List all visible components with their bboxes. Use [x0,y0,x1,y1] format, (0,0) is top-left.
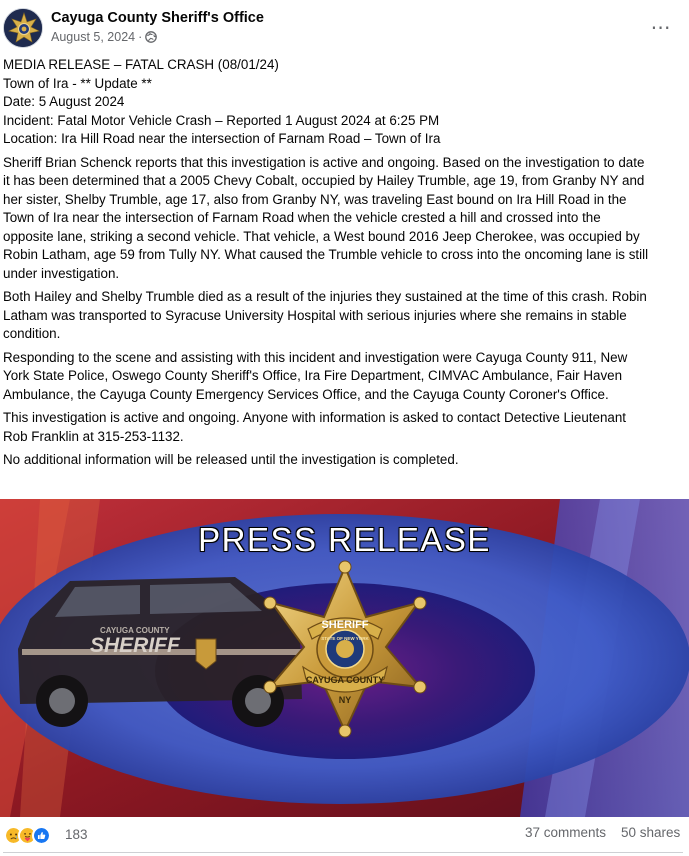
post-date[interactable]: August 5, 2024 [51,30,136,44]
text-line: opposite lane, striking a second vehicle. That vehicle, a West bound 2016 Jeep Cherokee, was occupied by [3,228,640,244]
text-line: York State Police, Oswego County Sheriff's Office, Ira Fire Department, CIMVAC Ambulance, Fair Haven [3,368,623,383]
press-release-image[interactable] [0,499,689,817]
text-line: Town of Ira - ** Update ** [3,75,152,91]
badge-sheriff-text: SHERIFF [321,619,369,631]
text-line: Robin Latham, age 59 from Tully NY. What caused the Trumble vehicle to cross into the oncoming lane is still [3,247,649,262]
text-line: condition. [3,326,61,341]
text-line: No additional information will be released until the investigation is completed. [3,452,459,467]
paragraph-1 [3,154,683,284]
car-county-text: CAYUGA COUNTY [100,626,170,635]
text-line: Incident: Fatal Motor Vehicle Crash – Reported 1 August 2024 at 6:25 PM [3,112,440,128]
text-line: Location: Ira Hill Road near the intersection of Farnam Road – Town of Ira [3,131,441,146]
text-line: it has been determined that a 2005 Chevy Cobalt, occupied by Hailey Trumble, age 19, from Granby NY and [3,173,645,188]
badge-state-text: STATE OF NEW YORK [321,636,369,641]
text-line: Sheriff Brian Schenck reports that this investigation is active and ongoing. Based on the investigation to date [3,154,645,170]
post-text [3,56,683,470]
shares-link[interactable]: 50 shares [621,825,681,840]
comments-link[interactable]: 37 comments [525,825,607,840]
reaction-icons[interactable] [4,826,46,845]
post-header-block [3,56,683,149]
text-line: her sister, Shelby Trumble, age 17, also from Granby NY, was traveling East bound on Ira Hill Road in the [3,191,627,207]
badge-county-text: CAYUGA COUNTY [305,675,385,685]
paragraph-3 [3,349,683,405]
paragraph-4 [3,409,683,446]
meta-separator: · [138,30,143,44]
globe-icon[interactable] [145,31,157,43]
badge-ny-text: NY [338,695,352,705]
sheriff-star-icon [4,9,43,48]
more-options-button[interactable]: ⋯ [644,14,678,40]
post-footer [0,817,689,856]
car-sheriff-text: SHERIFF [90,634,180,657]
text-line: Rob Franklin at 315-253-1132. [3,428,184,444]
page-name[interactable]: Cayuga County Sheriff's Office [51,10,264,26]
text-line: Ambulance, the Cayuga County Emergency Services Office, and the Cayuga County Coroner's Office. [3,386,609,402]
paragraph-2 [3,288,683,344]
text-line: This investigation is active and ongoing. Anyone with information is asked to contact Detective Lieutenant [3,410,627,425]
reaction-count[interactable]: 183 [65,827,88,842]
text-line: Both Hailey and Shelby Trumble died as a result of the injuries they sustained at the time of this crash. Robin [3,289,647,304]
text-line: Latham was transported to Syracuse University Hospital with serious injuries where she remains in stable [3,307,627,323]
post-header [0,0,689,56]
text-line: under investigation. [3,265,120,281]
like-reaction-icon [32,826,51,845]
post-meta [51,30,157,44]
text-line: Responding to the scene and assisting with this incident and investigation were Cayuga County 911, New [3,349,628,365]
paragraph-5 [3,451,683,470]
footer-divider [3,852,683,853]
page-avatar[interactable] [3,8,43,48]
text-line: Town of Ira near the intersection of Farnam Road when the vehicle crested a hill and crossed into the [3,210,601,225]
press-release-title: PRESS RELEASE [198,521,491,558]
text-line: Date: 5 August 2024 [3,94,125,109]
text-line: MEDIA RELEASE – FATAL CRASH (08/01/24) [3,57,279,72]
